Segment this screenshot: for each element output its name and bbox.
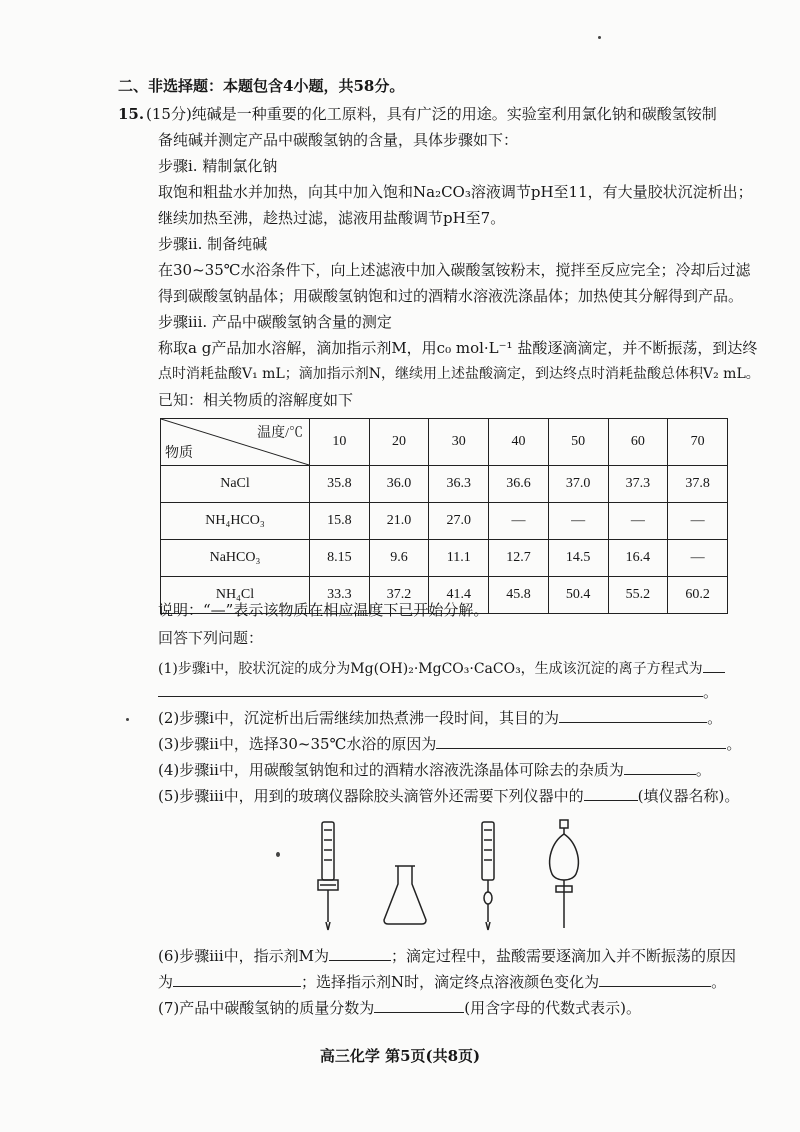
answer-blank-6a[interactable] xyxy=(329,944,391,961)
table-cell: 12.7 xyxy=(489,540,549,577)
table-cell: — xyxy=(548,503,608,540)
table-cell: — xyxy=(489,503,549,540)
question-intro-line1: (15分)纯碱是一种重要的化工原料，具有广泛的用途。实验室利用氯化钠和碳酸氢铵制 xyxy=(146,105,717,123)
table-cell: 16.4 xyxy=(608,540,668,577)
known-label: 已知：相关物质的溶解度如下 xyxy=(158,391,354,409)
table-cell: 36.0 xyxy=(369,466,429,503)
subquestion-7-end: (用含字母的代数式表示)。 xyxy=(464,999,641,1017)
answer-blank-6c[interactable] xyxy=(599,970,711,987)
temperature-header: 温度/℃ xyxy=(257,426,303,441)
temp-col-40: 40 xyxy=(489,419,549,466)
temp-col-60: 60 xyxy=(608,419,668,466)
subquestion-7 xyxy=(158,996,641,1018)
answer-blank-7[interactable] xyxy=(374,996,464,1013)
table-cell: — xyxy=(608,503,668,540)
acid-burette-icon xyxy=(318,822,338,930)
table-row xyxy=(161,540,728,577)
subquestion-4 xyxy=(158,758,711,780)
subquestion-6-text-c: 为 xyxy=(158,973,174,991)
table-cell: 41.4 xyxy=(429,577,489,614)
subquestion-2-text: (2)步骤i中，沉淀析出后需继续加热煮沸一段时间，其目的为 xyxy=(158,709,560,727)
step1-line2: 继续加热至沸，趁热过滤，滤液用盐酸调节pH至7。 xyxy=(158,209,506,227)
table-cell: 35.8 xyxy=(310,466,370,503)
row-substance: NaCl xyxy=(161,466,310,503)
subquestion-6-cont xyxy=(158,970,726,992)
subquestion-3 xyxy=(158,732,741,754)
table-cell: — xyxy=(668,540,728,577)
subquestion-5 xyxy=(158,784,739,806)
table-cell: 60.2 xyxy=(668,577,728,614)
temp-col-70: 70 xyxy=(668,419,728,466)
table-cell: 27.0 xyxy=(429,503,489,540)
scan-speck xyxy=(126,718,129,721)
subquestion-2-end: 。 xyxy=(707,709,723,727)
apparatus-figure xyxy=(260,818,620,938)
row-substance: NH₄Cl xyxy=(161,577,310,614)
temp-col-20: 20 xyxy=(369,419,429,466)
table-cell: 36.3 xyxy=(429,466,489,503)
table-cell: 11.1 xyxy=(429,540,489,577)
solubility-table xyxy=(160,418,728,614)
substance-header: 物质 xyxy=(165,446,193,461)
step2-line2: 得到碳酸氢钠晶体；用碳酸氢钠饱和过的酒精水溶液洗涤晶体；加热使其分解得到产品。 xyxy=(158,287,744,305)
scan-speck xyxy=(276,852,280,857)
temp-col-10: 10 xyxy=(310,419,370,466)
table-cell: 45.8 xyxy=(489,577,549,614)
temp-col-50: 50 xyxy=(548,419,608,466)
table-cell: 36.6 xyxy=(489,466,549,503)
table-cell: 50.4 xyxy=(548,577,608,614)
table-row xyxy=(161,466,728,503)
step3-title: 步骤iii. 产品中碳酸氢钠含量的测定 xyxy=(158,313,392,331)
table-cell: 15.8 xyxy=(310,503,370,540)
step2-title: 步骤ii. 制备纯碱 xyxy=(158,235,268,253)
subquestion-3-end: 。 xyxy=(726,735,742,753)
subquestion-1-cont xyxy=(158,680,718,702)
table-cell: 37.8 xyxy=(668,466,728,503)
subquestion-1-text: (1)步骤i中，胶状沉淀的成分为Mg(OH)₂·MgCO₃·CaCO₃，生成该沉淀的离子方程式为 xyxy=(158,661,703,677)
table-cell: 9.6 xyxy=(369,540,429,577)
table-cell: 21.0 xyxy=(369,503,429,540)
answer-blank-4[interactable] xyxy=(624,758,696,775)
answer-blank-2[interactable] xyxy=(559,706,707,723)
table-cell: 33.3 xyxy=(310,577,370,614)
answer-blank-3[interactable] xyxy=(436,732,726,749)
section-header: 二、非选择题：本题包含4小题，共58分。 xyxy=(118,77,405,95)
step1-title: 步骤i. 精制氯化钠 xyxy=(158,157,278,175)
table-cell: 55.2 xyxy=(608,577,668,614)
base-burette-icon xyxy=(482,822,494,930)
temp-col-30: 30 xyxy=(429,419,489,466)
table-cell: 14.5 xyxy=(548,540,608,577)
answer-blank-1a[interactable] xyxy=(703,656,725,673)
question-number: 15. xyxy=(118,105,145,123)
separatory-funnel-icon xyxy=(550,820,579,928)
table-cell: 37.2 xyxy=(369,577,429,614)
step3-line2: 点时消耗盐酸V₁ mL；滴加指示剂N，继续用上述盐酸滴定，到达终点时消耗盐酸总体积V₂ mL。 xyxy=(158,366,760,382)
table-note: 说明：“—”表示该物质在相应温度下已开始分解。 xyxy=(158,601,489,619)
row-substance: NH₄HCO₃ xyxy=(161,503,310,540)
scan-speck xyxy=(598,36,601,39)
subquestion-6-text-a: (6)步骤iii中，指示剂M为 xyxy=(158,947,329,965)
step2-line1: 在30~35℃水浴条件下，向上述滤液中加入碳酸氢铵粉末，搅拌至反应完全；冷却后过滤 xyxy=(158,261,751,279)
table-row xyxy=(161,503,728,540)
page-footer: 高三化学 第5页(共8页) xyxy=(319,1047,481,1065)
subquestion-6-end: 。 xyxy=(711,973,727,991)
subquestion-3-text: (3)步骤ii中，选择30~35℃水浴的原因为 xyxy=(158,735,437,753)
question-intro-line2: 备纯碱并测定产品中碳酸氢钠的含量，具体步骤如下： xyxy=(158,131,519,149)
conical-flask-icon xyxy=(384,866,426,924)
subquestion-2 xyxy=(158,706,722,728)
subquestion-6 xyxy=(158,944,736,966)
step1-line1: 取饱和粗盐水并加热，向其中加入饱和Na₂CO₃溶液调节pH至11，有大量胶状沉淀析出； xyxy=(158,183,753,201)
subquestion-7-text: (7)产品中碳酸氢钠的质量分数为 xyxy=(158,999,375,1017)
row-substance: NaHCO₃ xyxy=(161,540,310,577)
table-cell: — xyxy=(668,503,728,540)
answer-blank-6b[interactable] xyxy=(173,970,301,987)
subquestion-5-text: (5)步骤iii中，用到的玻璃仪器除胶头滴管外还需要下列仪器中的 xyxy=(158,787,584,805)
subquestion-5-end: (填仪器名称)。 xyxy=(637,787,740,805)
subquestion-6-text-b: ；滴定过程中，盐酸需要逐滴加入并不断振荡的原因 xyxy=(391,947,737,965)
answer-prompt: 回答下列问题： xyxy=(158,629,264,647)
answer-blank-1b[interactable] xyxy=(158,680,703,697)
subquestion-6-text-d: ；选择指示剂N时，滴定终点溶液颜色变化为 xyxy=(301,973,600,991)
table-cell: 8.15 xyxy=(310,540,370,577)
subquestion-1-end: 。 xyxy=(703,683,719,701)
step3-line1: 称取a g产品加水溶解，滴加指示剂M，用c₀ mol·L⁻¹ 盐酸逐滴滴定，并不断振荡，到达终 xyxy=(158,339,758,357)
subquestion-4-end: 。 xyxy=(695,761,711,779)
table-diagonal-header xyxy=(161,419,310,466)
table-cell: 37.3 xyxy=(608,466,668,503)
answer-blank-5[interactable] xyxy=(584,784,638,801)
table-cell: 37.0 xyxy=(548,466,608,503)
subquestion-1 xyxy=(158,656,725,679)
subquestion-4-text: (4)步骤ii中，用碳酸氢钠饱和过的酒精水溶液洗涤晶体可除去的杂质为 xyxy=(158,761,624,779)
